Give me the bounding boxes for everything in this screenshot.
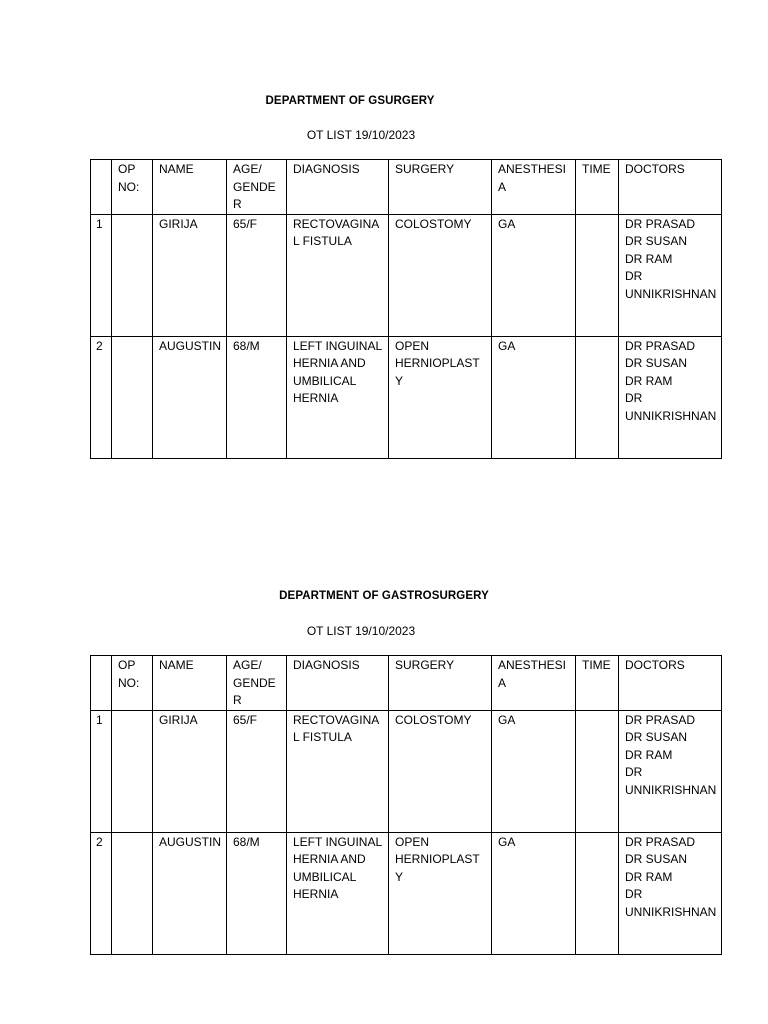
col-header-serial <box>91 160 112 215</box>
cell-name: AUGUSTIN <box>153 832 227 954</box>
cell-surgery: COLOSTOMY <box>389 214 492 336</box>
col-header-diagnosis: DIAGNOSIS <box>287 160 389 215</box>
cell-diagnosis: RECTOVAGINAL FISTULA <box>287 214 389 336</box>
doctor-name: DR RAM <box>625 747 673 762</box>
cell-diagnosis: LEFT INGUINAL HERNIA AND UMBILICAL HERNIA <box>287 336 389 458</box>
table-row <box>91 710 722 832</box>
table-header-row <box>91 160 722 215</box>
cell-op-no <box>112 336 153 458</box>
doctor-name: DR PRASAD <box>625 338 696 353</box>
cell-doctors <box>619 214 722 336</box>
doctor-name: DR PRASAD <box>625 712 696 727</box>
doctor-name: UNNIKRISHNAN <box>625 286 717 301</box>
cell-anesthesia: GA <box>492 832 576 954</box>
cell-diagnosis: RECTOVAGINAL FISTULA <box>287 710 389 832</box>
doctor-name: DR PRASAD <box>625 216 696 231</box>
col-header-op-no: OP NO: <box>112 160 153 215</box>
cell-serial: 1 <box>91 214 112 336</box>
cell-age-gender: 68/M <box>227 336 287 458</box>
col-header-anesthesia: ANESTHESIA <box>492 160 576 215</box>
cell-surgery: OPEN HERNIOPLASTY <box>389 336 492 458</box>
doctor-name: DR SUSAN <box>625 234 688 248</box>
ot-table <box>90 159 722 459</box>
cell-anesthesia: GA <box>492 710 576 832</box>
doctor-name: DR SUSAN <box>625 730 688 744</box>
col-header-surgery: SURGERY <box>389 160 492 215</box>
col-header-surgery: SURGERY <box>389 656 492 711</box>
col-header-op-no: OP NO: <box>112 656 153 711</box>
department-title: DEPARTMENT OF GASTROSURGERY <box>279 590 489 602</box>
cell-serial: 1 <box>91 710 112 832</box>
cell-anesthesia: GA <box>492 214 576 336</box>
col-header-name: NAME <box>153 656 227 711</box>
col-header-doctors: DOCTORS <box>619 160 722 215</box>
doctor-name: DR <box>625 269 643 283</box>
cell-age-gender: 65/F <box>227 214 287 336</box>
table-row <box>91 832 722 954</box>
cell-op-no <box>112 710 153 832</box>
doctor-name: DR SUSAN <box>625 356 688 370</box>
col-header-time: TIME <box>576 160 619 215</box>
cell-surgery: COLOSTOMY <box>389 710 492 832</box>
cell-name: GIRIJA <box>153 710 227 832</box>
cell-diagnosis: LEFT INGUINAL HERNIA AND UMBILICAL HERNIA <box>287 832 389 954</box>
ot-list-title: OT LIST 19/10/2023 <box>306 128 416 142</box>
col-header-diagnosis: DIAGNOSIS <box>287 656 389 711</box>
col-header-anesthesia: ANESTHESIA <box>492 656 576 711</box>
cell-time <box>576 710 619 832</box>
table-header-row <box>91 656 722 711</box>
col-header-name: NAME <box>153 160 227 215</box>
cell-time <box>576 214 619 336</box>
table-row <box>91 214 722 336</box>
cell-name: AUGUSTIN <box>153 336 227 458</box>
cell-doctors <box>619 710 722 832</box>
cell-name: GIRIJA <box>153 214 227 336</box>
doctor-name: DR PRASAD <box>625 834 696 849</box>
doctor-name: DR SUSAN <box>625 852 688 866</box>
doctor-name: UNNIKRISHNAN <box>625 782 717 797</box>
ot-list-title: OT LIST 19/10/2023 <box>306 624 416 638</box>
cell-age-gender: 65/F <box>227 710 287 832</box>
doctor-name: DR RAM <box>625 869 673 884</box>
doctor-name: DR <box>625 887 643 901</box>
cell-serial: 2 <box>91 336 112 458</box>
cell-surgery: OPEN HERNIOPLASTY <box>389 832 492 954</box>
cell-doctors <box>619 336 722 458</box>
doctor-name: DR <box>625 765 643 779</box>
ot-table <box>90 655 722 955</box>
doctor-name: UNNIKRISHNAN <box>625 904 717 919</box>
table-row <box>91 336 722 458</box>
col-header-serial <box>91 656 112 711</box>
cell-op-no <box>112 832 153 954</box>
department-title: DEPARTMENT OF GSURGERY <box>265 95 435 107</box>
doctor-name: DR RAM <box>625 373 673 388</box>
cell-anesthesia: GA <box>492 336 576 458</box>
col-header-age-gender: AGE/ GENDER <box>227 656 287 711</box>
doctor-name: DR RAM <box>625 251 673 266</box>
cell-doctors <box>619 832 722 954</box>
cell-age-gender: 68/M <box>227 832 287 954</box>
cell-time <box>576 832 619 954</box>
cell-op-no <box>112 214 153 336</box>
cell-serial: 2 <box>91 832 112 954</box>
doctor-name: UNNIKRISHNAN <box>625 408 717 423</box>
col-header-doctors: DOCTORS <box>619 656 722 711</box>
col-header-age-gender: AGE/ GENDER <box>227 160 287 215</box>
cell-time <box>576 336 619 458</box>
col-header-time: TIME <box>576 656 619 711</box>
doctor-name: DR <box>625 391 643 405</box>
